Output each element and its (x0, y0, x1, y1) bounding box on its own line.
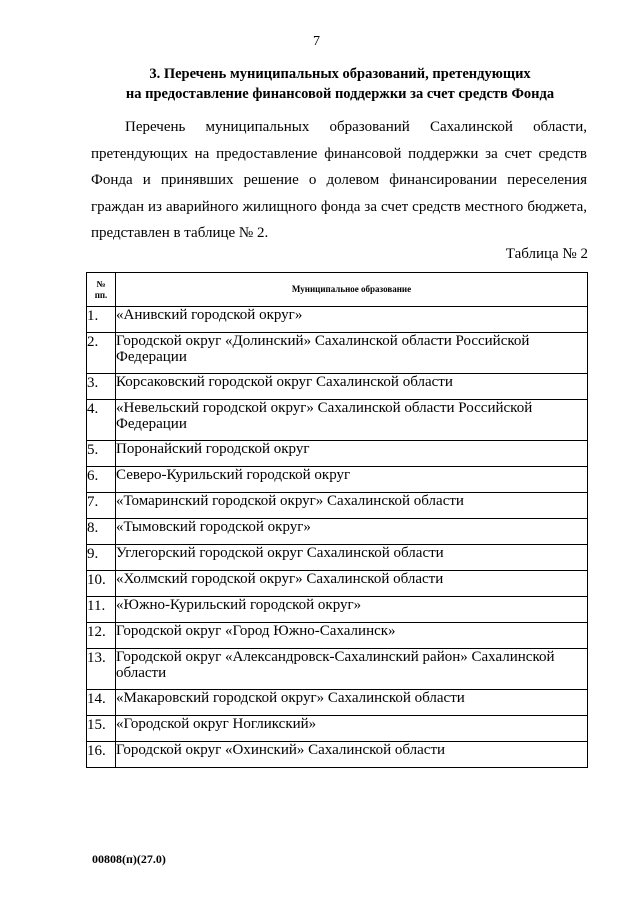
row-municipality: Городской округ «Охинский» Сахалинской области (116, 742, 588, 768)
table-row (87, 441, 588, 467)
row-municipality: Поронайский городской округ (116, 441, 588, 467)
row-number: 15. (87, 716, 116, 742)
municipalities-table (86, 272, 588, 768)
page-number: 7 (313, 34, 320, 49)
row-number: 4. (87, 400, 116, 441)
row-number: 11. (87, 597, 116, 623)
section-heading (60, 64, 620, 104)
row-number: 13. (87, 649, 116, 690)
table-row (87, 374, 588, 400)
row-number: 8. (87, 519, 116, 545)
row-number: 9. (87, 545, 116, 571)
row-number: 1. (87, 307, 116, 333)
row-number: 3. (87, 374, 116, 400)
row-municipality: «Анивский городской округ» (116, 307, 588, 333)
row-number: 7. (87, 493, 116, 519)
section-heading-line-1: 3. Перечень муниципальных образований, претендующих (149, 66, 531, 82)
table-row (87, 571, 588, 597)
table-row (87, 307, 588, 333)
header-number-line-2: пп. (94, 289, 108, 300)
table-row (87, 690, 588, 716)
table-row (87, 649, 588, 690)
table-row (87, 545, 588, 571)
row-municipality: Корсаковский городской округ Сахалинской области (116, 374, 588, 400)
table-row (87, 597, 588, 623)
row-municipality: Городской округ «Город Южно-Сахалинск» (116, 623, 588, 649)
row-number: 12. (87, 623, 116, 649)
row-number: 6. (87, 467, 116, 493)
table-row (87, 623, 588, 649)
row-municipality: «Холмский городской округ» Сахалинской области (116, 571, 588, 597)
row-number: 14. (87, 690, 116, 716)
row-number: 10. (87, 571, 116, 597)
header-municipality: Муниципальное образование (116, 273, 588, 307)
table-row (87, 467, 588, 493)
table-row (87, 400, 588, 441)
row-municipality: Городской округ «Долинский» Сахалинской области Российской Федерации (116, 333, 588, 374)
table-caption: Таблица № 2 (505, 246, 588, 262)
row-municipality: Углегорский городской округ Сахалинской области (116, 545, 588, 571)
row-municipality: «Городской округ Ногликский» (116, 716, 588, 742)
document-code: 00808(п)(27.0) (92, 852, 166, 866)
row-number: 2. (87, 333, 116, 374)
table-row (87, 742, 588, 768)
row-municipality: «Томаринский городской округ» Сахалинской области (116, 493, 588, 519)
table-row (87, 493, 588, 519)
row-municipality: «Невельский городской округ» Сахалинской области Российской Федерации (116, 400, 588, 441)
row-number: 16. (87, 742, 116, 768)
row-municipality: «Тымовский городской округ» (116, 519, 588, 545)
row-municipality: «Южно-Курильский городской округ» (116, 597, 588, 623)
section-heading-line-2: на предоставление финансовой поддержки за счет средств Фонда (125, 86, 555, 102)
body-paragraph: Перечень муниципальных образований Сахалинской области, претендующих на предоставление финансовой поддержки за счет средств Фонда и принявших решение о долевом финансировании переселения граждан из аварийного жилищного фонда за счет средств местного бюджета, представлен в таблице № 2. (91, 119, 587, 241)
table-row (87, 716, 588, 742)
row-municipality: Северо-Курильский городской округ (116, 467, 588, 493)
row-municipality: «Макаровский городской округ» Сахалинской области (116, 690, 588, 716)
header-number-line-1: № (96, 278, 106, 289)
table-header-row (87, 273, 588, 307)
row-number: 5. (87, 441, 116, 467)
table-row (87, 333, 588, 374)
table-row (87, 519, 588, 545)
row-municipality: Городской округ «Александровск-Сахалинский район» Сахалинской области (116, 649, 588, 690)
header-number (87, 273, 116, 307)
